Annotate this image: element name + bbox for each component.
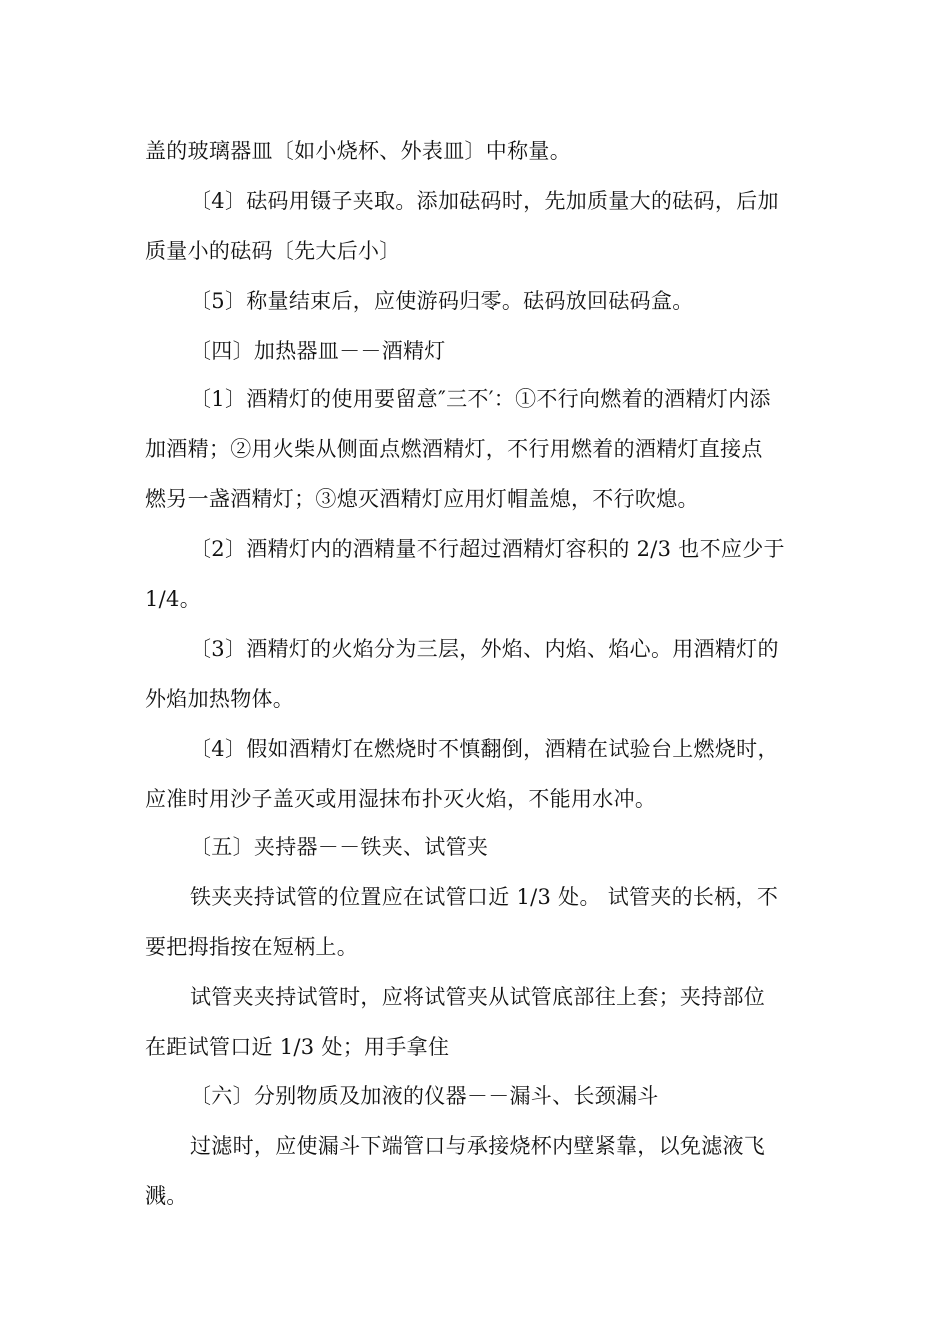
section-heading: 〔四〕加热器皿－－酒精灯 xyxy=(190,339,446,363)
text-line: 〔4〕假如酒精灯在燃烧时不慎翻倒，酒精在试验台上燃烧时， xyxy=(190,737,779,761)
text-line: 盖的玻璃器皿〔如小烧杯、外表皿〕中称量。 xyxy=(145,139,571,163)
text-line: 试管夹夹持试管时，应将试管夹从试管底部往上套；夹持部位 xyxy=(190,985,766,1009)
section-heading: 〔六〕分别物质及加液的仪器－－漏斗、长颈漏斗 xyxy=(190,1084,659,1108)
text-line: 应准时用沙子盖灭或用湿抹布扑灭火焰，不能用水冲。 xyxy=(145,787,657,811)
text-line: 燃另一盏酒精灯；③熄灭酒精灯应用灯帽盖熄，不行吹熄。 xyxy=(145,487,699,511)
text-line: 〔4〕砝码用镊子夹取。添加砝码时，先加质量大的砝码，后加 xyxy=(190,189,779,213)
text-line: 〔2〕酒精灯内的酒精量不行超过酒精灯容积的 2/3 也不应少于 xyxy=(190,537,785,561)
text-line: 溅。 xyxy=(145,1184,188,1208)
text-line: 过滤时，应使漏斗下端管口与承接烧杯内壁紧靠，以免滤液飞 xyxy=(190,1134,766,1158)
text-line: 在距试管口近 1/3 处；用手拿住 xyxy=(145,1035,450,1059)
text-line: 要把拇指按在短柄上。 xyxy=(145,935,358,959)
text-line: 质量小的砝码〔先大后小〕 xyxy=(145,239,401,263)
text-line: 〔3〕酒精灯的火焰分为三层，外焰、内焰、焰心。用酒精灯的 xyxy=(190,637,779,661)
text-line: 外焰加热物体。 xyxy=(145,687,295,711)
text-line: 铁夹夹持试管的位置应在试管口近 1/3 处。 试管夹的长柄，不 xyxy=(190,885,779,909)
text-line: 〔1〕酒精灯的使用要留意″三不′：①不行向燃着的酒精灯内添 xyxy=(190,387,771,411)
text-line: 1/4。 xyxy=(145,587,201,611)
text-line: 〔5〕称量结束后，应使游码归零。砝码放回砝码盒。 xyxy=(190,289,694,313)
text-line: 加酒精；②用火柴从侧面点燃酒精灯，不行用燃着的酒精灯直接点 xyxy=(145,437,763,461)
section-heading: 〔五〕夹持器－－铁夹、试管夹 xyxy=(190,835,489,859)
